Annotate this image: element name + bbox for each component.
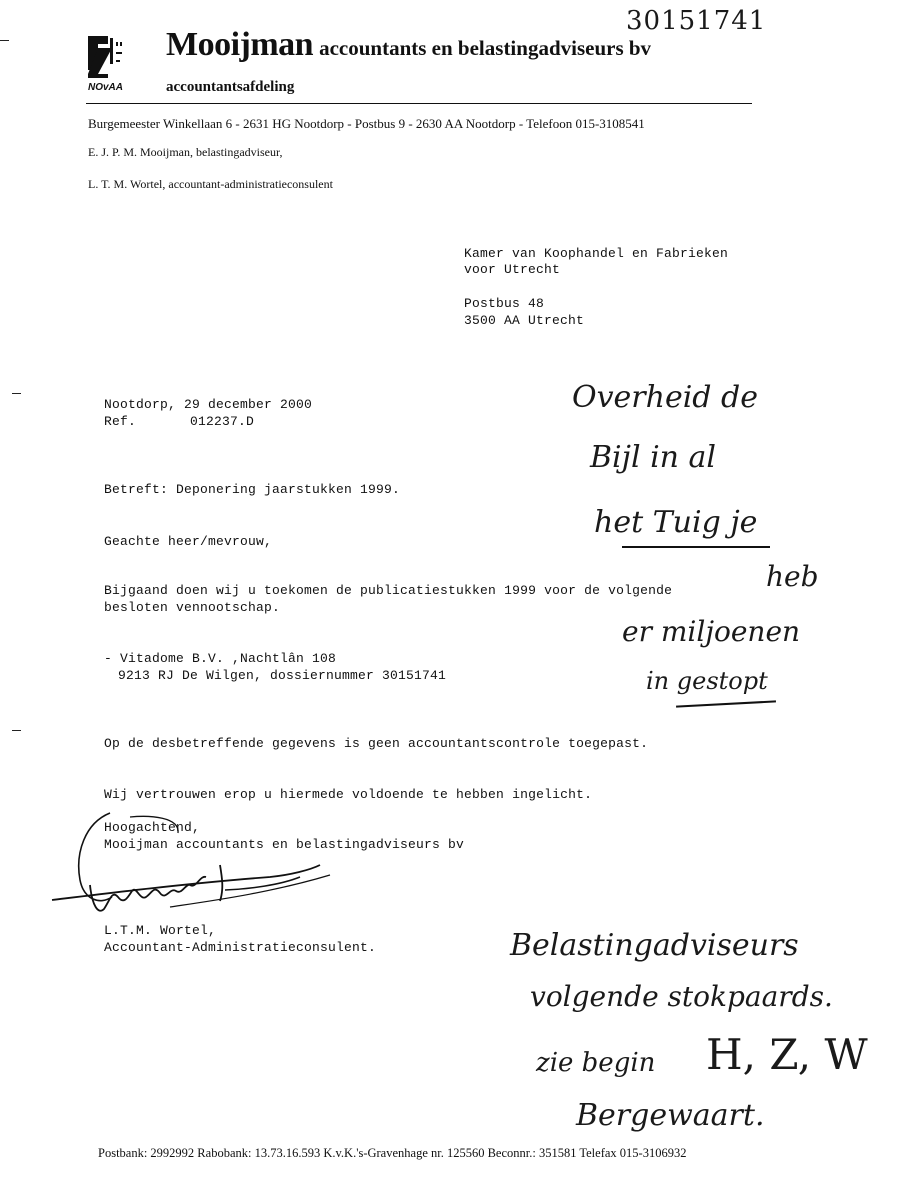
- subject-line: Betreft: Deponering jaarstukken 1999.: [104, 482, 401, 497]
- handwritten-note: Belastingadviseurs: [510, 928, 799, 963]
- person-line: E. J. P. M. Mooijman, belastingadviseur,: [88, 145, 283, 159]
- firm-tagline: accountants en belastingadviseurs bv: [319, 36, 652, 60]
- handwritten-note: heb: [766, 560, 819, 593]
- recipient-line: voor Utrecht: [464, 262, 561, 277]
- handwritten-note: zie begin: [536, 1048, 656, 1078]
- margin-mark: [0, 40, 9, 41]
- recipient-line: Kamer van Koophandel en Fabrieken: [464, 246, 729, 261]
- handwritten-note: Bijl in al: [590, 440, 717, 475]
- person-line: L. T. M. Wortel, accountant-administratieconsulent: [88, 177, 333, 191]
- firm-name: Mooijman: [166, 26, 314, 63]
- handwritten-note: Bergewaart.: [576, 1098, 765, 1133]
- body-text: Bijgaand doen wij u toekomen de publicatiestukken 1999 voor de volgende: [104, 583, 673, 598]
- salutation: Geachte heer/mevrouw,: [104, 534, 273, 549]
- closing-line: Hoogachtend,: [104, 820, 201, 835]
- body-text: Op de desbetreffende gegevens is geen accountantscontrole toegepast.: [104, 736, 649, 751]
- department: accountantsafdeling: [166, 79, 295, 95]
- signer-title: Accountant-Administratieconsulent.: [104, 940, 377, 955]
- handwritten-note: het Tuig je: [594, 505, 758, 540]
- novaa-logo: [86, 34, 134, 80]
- header-divider: [86, 103, 752, 104]
- reference-label: Ref.: [104, 414, 137, 429]
- company-line: 9213 RJ De Wilgen, dossiernummer 30151741: [118, 668, 447, 683]
- handwritten-note: volgende stokpaards.: [530, 980, 833, 1013]
- body-text: besloten vennootschap.: [104, 600, 281, 615]
- recipient-line: Postbus 48: [464, 296, 545, 311]
- handwritten-note: Overheid de: [572, 380, 759, 415]
- margin-mark: [12, 393, 21, 394]
- margin-mark: [12, 730, 21, 731]
- recipient-line: 3500 AA Utrecht: [464, 313, 585, 328]
- handwritten-note: in gestopt: [646, 667, 768, 695]
- company-line: - Vitadome B.V. ,Nachtlân 108: [104, 651, 337, 666]
- handwritten-number: 30151741: [626, 6, 767, 36]
- reference-value: 012237.D: [190, 414, 255, 429]
- place-date: Nootdorp, 29 december 2000: [104, 397, 313, 412]
- handwritten-underline: [676, 700, 776, 707]
- logo-icon: [86, 34, 134, 80]
- handwritten-note: er miljoenen: [622, 615, 801, 648]
- handwritten-note: H, Z, W: [706, 1030, 868, 1079]
- address-line: Burgemeester Winkellaan 6 - 2631 HG Nootdorp - Postbus 9 - 2630 AA Nootdorp - Telefoon 015-3108541: [88, 116, 645, 131]
- signature: [50, 805, 340, 925]
- handwritten-underline: [622, 546, 770, 548]
- signer-name: L.T.M. Wortel,: [104, 923, 217, 938]
- body-text: Wij vertrouwen erop u hiermede voldoende te hebben ingelicht.: [104, 787, 593, 802]
- closing-line: Mooijman accountants en belastingadviseurs bv: [104, 837, 465, 852]
- footer-line: Postbank: 2992992 Rabobank: 13.73.16.593 K.v.K.'s-Gravenhage nr. 125560 Beconnr.: 351581 Telefax 015-3106932: [98, 1146, 687, 1160]
- firm-heading: [166, 26, 651, 64]
- logo-subtitle: NOvAA: [88, 82, 124, 93]
